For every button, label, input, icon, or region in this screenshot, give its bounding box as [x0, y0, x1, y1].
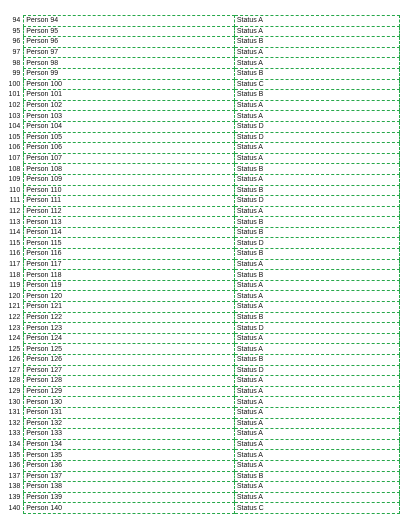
name-cell: Person 127 [24, 365, 235, 376]
status-cell: Status A [234, 174, 399, 185]
table-row [4, 217, 400, 228]
status-cell: Status D [234, 238, 399, 249]
name-cell: Person 121 [24, 302, 235, 313]
table-row [4, 302, 400, 313]
name-cell: Person 122 [24, 312, 235, 323]
status-cell: Status A [234, 26, 399, 37]
name-cell: Person 125 [24, 344, 235, 355]
name-cell: Person 118 [24, 270, 235, 281]
name-cell: Person 117 [24, 259, 235, 270]
table-row [4, 439, 400, 450]
table-row [4, 121, 400, 132]
status-cell: Status A [234, 58, 399, 69]
status-cell: Status A [234, 143, 399, 154]
row-number: 140 [8, 504, 21, 512]
table-row [4, 429, 400, 440]
row-number: 97 [12, 49, 21, 57]
status-cell: Status B [234, 227, 399, 238]
name-cell: Person 133 [24, 429, 235, 440]
table-row [4, 100, 400, 111]
table-row [4, 407, 400, 418]
table-row [4, 249, 400, 260]
name-cell: Person 115 [24, 238, 235, 249]
row-number: 122 [8, 313, 21, 321]
row-number: 98 [12, 59, 21, 67]
name-cell: Person 119 [24, 280, 235, 291]
status-cell: Status A [234, 153, 399, 164]
status-cell: Status A [234, 47, 399, 58]
row-number: 120 [8, 292, 21, 300]
name-cell: Person 137 [24, 471, 235, 482]
name-cell: Person 99 [24, 68, 235, 79]
status-cell: Status A [234, 280, 399, 291]
status-cell: Status A [234, 439, 399, 450]
status-cell: Status A [234, 460, 399, 471]
table-row [4, 58, 400, 69]
table-row [4, 355, 400, 366]
status-cell: Status A [234, 111, 399, 122]
name-cell: Person 113 [24, 217, 235, 228]
name-cell: Person 103 [24, 111, 235, 122]
status-cell: Status A [234, 291, 399, 302]
name-cell: Person 134 [24, 439, 235, 450]
row-number: 96 [12, 38, 21, 46]
table-row [4, 153, 400, 164]
status-cell: Status A [234, 450, 399, 461]
row-number: 119 [9, 282, 21, 290]
table-row [4, 259, 400, 270]
name-cell: Person 140 [24, 503, 235, 514]
row-number: 116 [9, 250, 21, 258]
status-cell: Status D [234, 196, 399, 207]
status-cell: Status A [234, 333, 399, 344]
name-cell: Person 132 [24, 418, 235, 429]
name-cell: Person 100 [24, 79, 235, 90]
row-number: 111 [9, 197, 21, 205]
name-cell: Person 98 [24, 58, 235, 69]
name-cell: Person 104 [24, 121, 235, 132]
name-cell: Person 136 [24, 460, 235, 471]
name-cell: Person 120 [24, 291, 235, 302]
name-cell: Person 138 [24, 482, 235, 493]
table-row [4, 68, 400, 79]
table-row [4, 164, 400, 175]
status-cell: Status A [234, 344, 399, 355]
table-row [4, 397, 400, 408]
table-body [4, 16, 400, 514]
table-row [4, 323, 400, 334]
table-row [4, 90, 400, 101]
table-row [4, 270, 400, 281]
name-cell: Person 109 [24, 174, 235, 185]
table-row [4, 132, 400, 143]
name-cell: Person 135 [24, 450, 235, 461]
spreadsheet [4, 15, 400, 514]
table-row [4, 460, 400, 471]
name-cell: Person 112 [24, 206, 235, 217]
status-cell: Status A [234, 397, 399, 408]
name-cell: Person 139 [24, 492, 235, 503]
name-cell: Person 110 [24, 185, 235, 196]
table-row [4, 376, 400, 387]
row-number: 100 [8, 80, 21, 88]
row-number: 105 [8, 133, 21, 141]
row-number: 95 [12, 27, 21, 35]
table-row [4, 111, 400, 122]
table-row [4, 492, 400, 503]
status-cell: Status D [234, 323, 399, 334]
row-number: 110 [9, 186, 21, 194]
row-number: 126 [8, 356, 21, 364]
table-row [4, 185, 400, 196]
table-row [4, 312, 400, 323]
status-cell: Status A [234, 376, 399, 387]
status-cell: Status B [234, 270, 399, 281]
table-row [4, 503, 400, 514]
name-cell: Person 96 [24, 37, 235, 48]
status-cell: Status B [234, 90, 399, 101]
name-cell: Person 128 [24, 376, 235, 387]
row-number: 99 [12, 70, 21, 78]
status-cell: Status A [234, 386, 399, 397]
row-number: 130 [8, 398, 21, 406]
table-row [4, 174, 400, 185]
name-cell: Person 126 [24, 355, 235, 366]
status-cell: Status A [234, 418, 399, 429]
name-cell: Person 97 [24, 47, 235, 58]
name-cell: Person 101 [24, 90, 235, 101]
status-cell: Status A [234, 259, 399, 270]
name-cell: Person 129 [24, 386, 235, 397]
row-number: 109 [8, 176, 21, 184]
table-row [4, 227, 400, 238]
status-cell: Status B [234, 37, 399, 48]
table-row [4, 16, 400, 27]
data-table [4, 15, 400, 514]
row-number: 135 [8, 451, 21, 459]
row-number: 102 [8, 102, 21, 110]
row-number: 117 [9, 260, 21, 268]
table-row [4, 196, 400, 207]
row-number: 137 [8, 472, 21, 480]
row-number: 131 [8, 409, 21, 417]
table-row [4, 280, 400, 291]
status-cell: Status B [234, 471, 399, 482]
row-number: 125 [8, 345, 21, 353]
row-number: 113 [9, 218, 21, 226]
row-number: 112 [9, 207, 21, 215]
status-cell: Status A [234, 206, 399, 217]
status-cell: Status B [234, 164, 399, 175]
name-cell: Person 107 [24, 153, 235, 164]
name-cell: Person 123 [24, 323, 235, 334]
status-cell: Status C [234, 79, 399, 90]
name-cell: Person 114 [24, 227, 235, 238]
status-cell: Status B [234, 312, 399, 323]
name-cell: Person 94 [24, 16, 235, 27]
table-row [4, 333, 400, 344]
row-number: 121 [8, 303, 21, 311]
table-row [4, 291, 400, 302]
table-row [4, 482, 400, 493]
row-number: 134 [8, 441, 21, 449]
row-number: 133 [8, 430, 21, 438]
name-cell: Person 106 [24, 143, 235, 154]
status-cell: Status D [234, 121, 399, 132]
name-cell: Person 102 [24, 100, 235, 111]
table-row [4, 238, 400, 249]
table-row [4, 386, 400, 397]
name-cell: Person 105 [24, 132, 235, 143]
name-cell: Person 108 [24, 164, 235, 175]
row-number: 138 [8, 483, 21, 491]
table-row [4, 450, 400, 461]
table-row [4, 206, 400, 217]
row-number: 103 [8, 112, 21, 120]
status-cell: Status A [234, 429, 399, 440]
row-number: 123 [8, 324, 21, 332]
table-row [4, 418, 400, 429]
name-cell: Person 131 [24, 407, 235, 418]
status-cell: Status C [234, 503, 399, 514]
row-number: 129 [8, 388, 21, 396]
name-cell: Person 130 [24, 397, 235, 408]
status-cell: Status D [234, 132, 399, 143]
table-row [4, 37, 400, 48]
status-cell: Status A [234, 482, 399, 493]
row-number: 104 [8, 123, 21, 131]
table-row [4, 143, 400, 154]
row-number: 139 [8, 494, 21, 502]
row-number: 114 [9, 229, 21, 237]
status-cell: Status B [234, 217, 399, 228]
name-cell: Person 124 [24, 333, 235, 344]
status-cell: Status B [234, 355, 399, 366]
row-number: 115 [9, 239, 21, 247]
row-number: 132 [8, 419, 21, 427]
table-row [4, 47, 400, 58]
row-number: 128 [8, 377, 21, 385]
status-cell: Status A [234, 100, 399, 111]
row-number: 136 [8, 462, 21, 470]
status-cell: Status A [234, 16, 399, 27]
status-cell: Status A [234, 492, 399, 503]
status-cell: Status B [234, 185, 399, 196]
row-number: 127 [8, 366, 21, 374]
status-cell: Status B [234, 249, 399, 260]
row-number: 107 [8, 155, 21, 163]
name-cell: Person 95 [24, 26, 235, 37]
table-row [4, 365, 400, 376]
table-row [4, 344, 400, 355]
row-number: 94 [12, 17, 21, 25]
table-row [4, 471, 400, 482]
name-cell: Person 116 [24, 249, 235, 260]
status-cell: Status A [234, 407, 399, 418]
name-cell: Person 111 [24, 196, 235, 207]
status-cell: Status B [234, 68, 399, 79]
status-cell: Status A [234, 302, 399, 313]
row-number: 108 [8, 165, 21, 173]
row-number: 124 [8, 335, 21, 343]
table-row [4, 79, 400, 90]
status-cell: Status D [234, 365, 399, 376]
table-row [4, 26, 400, 37]
row-number: 101 [8, 91, 21, 99]
row-number: 118 [9, 271, 21, 279]
row-number: 106 [8, 144, 21, 152]
